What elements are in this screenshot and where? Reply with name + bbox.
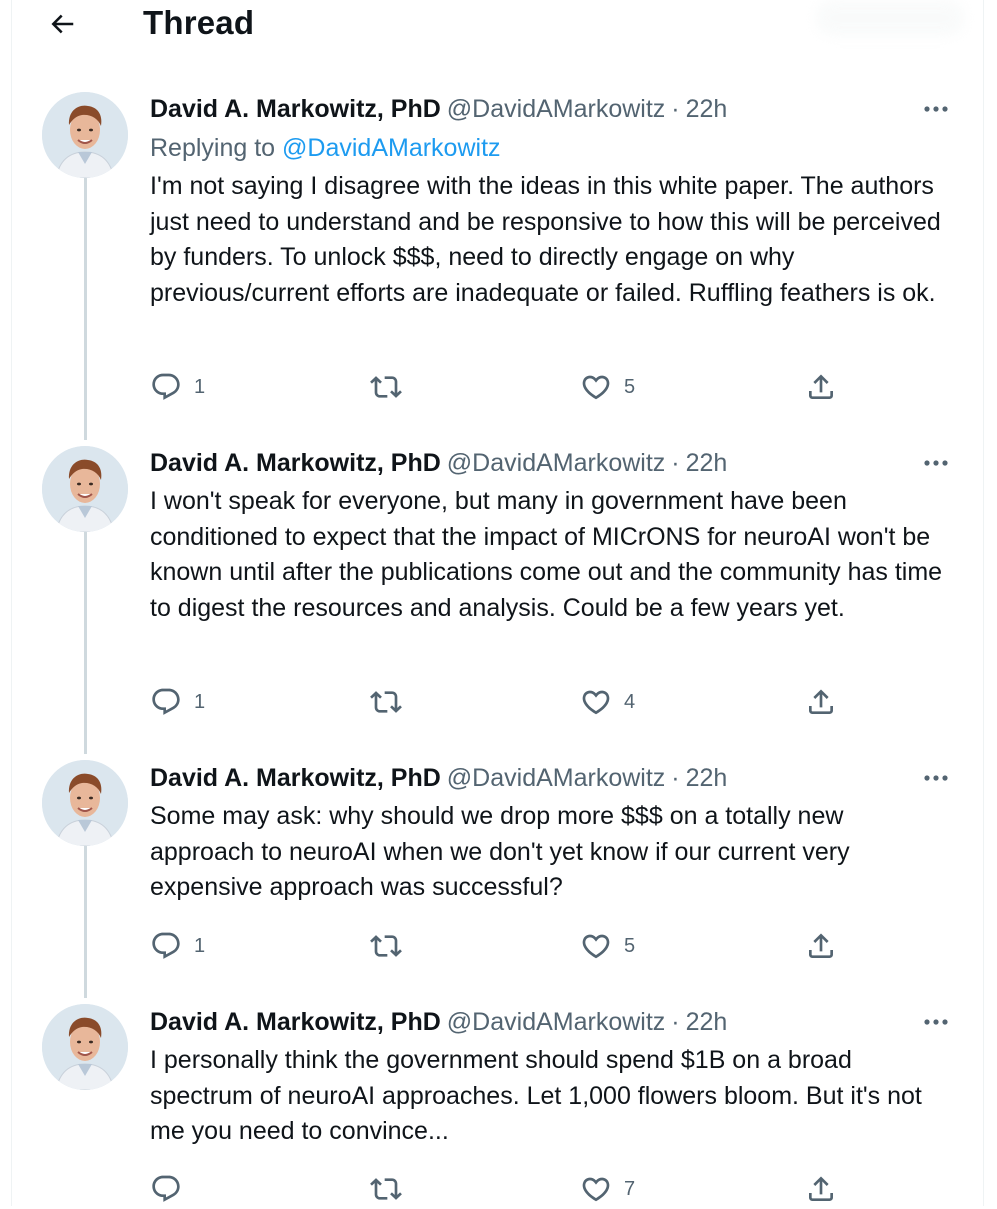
page-title: Thread <box>143 4 255 41</box>
separator: · <box>671 95 680 123</box>
replying-to <box>150 133 501 163</box>
reply-button[interactable] <box>150 682 205 722</box>
like-count: 5 <box>624 934 636 957</box>
tweet-actions <box>0 367 997 407</box>
reply-icon <box>150 686 182 718</box>
avatar[interactable] <box>42 92 128 178</box>
more-icon <box>921 1017 951 1027</box>
profile-photo <box>42 760 128 846</box>
share-button[interactable] <box>805 682 837 722</box>
share-icon <box>805 686 837 718</box>
timeline-border-right <box>983 0 984 1206</box>
tweet-header <box>150 763 727 793</box>
like-button[interactable] <box>580 367 635 407</box>
timestamp[interactable]: 22h <box>685 1008 728 1036</box>
more-button[interactable] <box>918 763 954 793</box>
tweet-actions <box>0 926 997 966</box>
like-count: 4 <box>624 690 636 713</box>
reply-button[interactable] <box>150 926 205 966</box>
share-icon <box>805 930 837 962</box>
tweet-actions <box>0 1169 997 1209</box>
reply-button[interactable] <box>150 367 205 407</box>
retweet-button[interactable] <box>370 926 414 966</box>
tweet-text: Some may ask: why should we drop more $$$ on a totally new approach to neuroAI when we don't yet know if our current very expensive approach was successful? <box>150 802 850 901</box>
author-name[interactable]: David A. Markowitz, PhD <box>150 95 441 123</box>
author-handle[interactable]: @DavidAMarkowitz <box>446 95 666 123</box>
retweet-icon <box>370 1173 402 1205</box>
timestamp[interactable]: 22h <box>685 449 728 477</box>
more-icon <box>921 458 951 468</box>
more-button[interactable] <box>918 1007 954 1037</box>
like-count: 7 <box>624 1177 636 1200</box>
like-count: 5 <box>624 375 636 398</box>
heart-icon <box>580 686 612 718</box>
timestamp[interactable]: 22h <box>685 95 728 123</box>
tweet-header <box>150 448 727 478</box>
like-button[interactable] <box>580 1169 635 1209</box>
arrow-left-icon <box>47 9 77 39</box>
reply-icon <box>150 371 182 403</box>
author-name[interactable]: David A. Markowitz, PhD <box>150 764 441 792</box>
share-icon <box>805 371 837 403</box>
more-icon <box>921 773 951 783</box>
reply-count: 1 <box>194 934 206 957</box>
tweet-header <box>150 1007 727 1037</box>
heart-icon <box>580 371 612 403</box>
reply-icon <box>150 930 182 962</box>
heart-icon <box>580 930 612 962</box>
heart-icon <box>580 1173 612 1205</box>
author-handle[interactable]: @DavidAMarkowitz <box>446 764 666 792</box>
more-button[interactable] <box>918 94 954 124</box>
reply-count: 1 <box>194 375 206 398</box>
thread-connector <box>84 846 87 998</box>
replying-label: Replying to <box>150 134 276 162</box>
retweet-icon <box>370 371 402 403</box>
retweet-button[interactable] <box>370 682 414 722</box>
tweet-text: I'm not saying I disagree with the ideas in this white paper. The authors just need to understand and be responsive to how this will be perceived by funders. To unlock $$$, need to directly engage on why previous/current efforts are inadequate or failed. Ruffling feathers is ok. <box>150 172 941 307</box>
replying-mention[interactable]: @DavidAMarkowitz <box>282 134 501 162</box>
like-button[interactable] <box>580 926 635 966</box>
profile-photo <box>42 1004 128 1090</box>
share-icon <box>805 1173 837 1205</box>
separator: · <box>671 449 680 477</box>
retweet-icon <box>370 686 402 718</box>
avatar[interactable] <box>42 1004 128 1090</box>
tweet-header <box>150 94 727 124</box>
avatar[interactable] <box>42 760 128 846</box>
back-button[interactable] <box>44 6 80 42</box>
reply-icon <box>150 1173 182 1205</box>
author-handle[interactable]: @DavidAMarkowitz <box>446 449 666 477</box>
share-button[interactable] <box>805 1169 837 1209</box>
tweet-text: I personally think the government should spend $1B on a broad spectrum of neuroAI approaches. Let 1,000 flowers bloom. But it's not me you need to convince... <box>150 1046 922 1145</box>
separator: · <box>671 1008 680 1036</box>
retweet-button[interactable] <box>370 367 414 407</box>
retweet-icon <box>370 930 402 962</box>
author-handle[interactable]: @DavidAMarkowitz <box>446 1008 666 1036</box>
avatar[interactable] <box>42 446 128 532</box>
reply-count: 1 <box>194 690 206 713</box>
retweet-button[interactable] <box>370 1169 414 1209</box>
tweet-text: I won't speak for everyone, but many in government have been conditioned to expect that the impact of MICrONS for neuroAI won't be known until after the publications come out and the community has time to digest the resources and analysis. Could be a few years yet. <box>150 487 943 622</box>
header-search-placeholder <box>815 0 965 36</box>
timestamp[interactable]: 22h <box>685 764 728 792</box>
tweet-actions <box>0 682 997 722</box>
thread-header <box>0 0 997 50</box>
timeline-border-left <box>11 0 12 1206</box>
author-name[interactable]: David A. Markowitz, PhD <box>150 1008 441 1036</box>
profile-photo <box>42 92 128 178</box>
share-button[interactable] <box>805 367 837 407</box>
author-name[interactable]: David A. Markowitz, PhD <box>150 449 441 477</box>
like-button[interactable] <box>580 682 635 722</box>
share-button[interactable] <box>805 926 837 966</box>
more-button[interactable] <box>918 448 954 478</box>
reply-button[interactable] <box>150 1169 194 1209</box>
more-icon <box>921 104 951 114</box>
profile-photo <box>42 446 128 532</box>
separator: · <box>671 764 680 792</box>
